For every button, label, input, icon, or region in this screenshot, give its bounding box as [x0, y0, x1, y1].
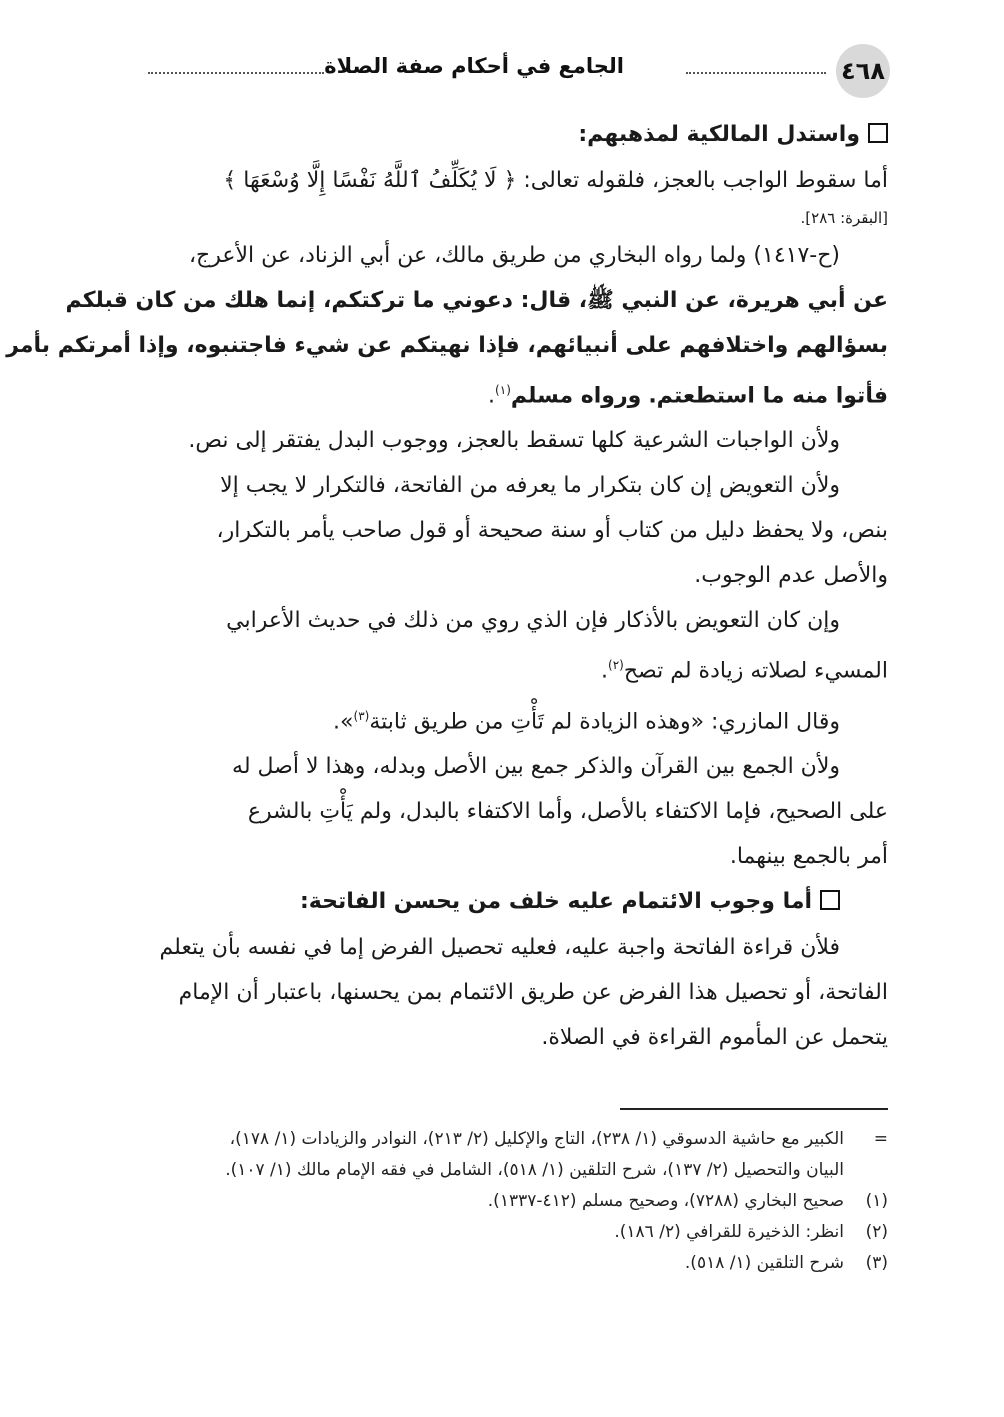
hadith-text-end: فأتوا منه ما استطعتم.	[648, 383, 888, 409]
paragraph-line: وإن كان التعويض بالأذكار فإن الذي روي من ذلك في حديث الأعرابي	[226, 608, 840, 634]
footnote-ref: (٣)	[353, 708, 370, 723]
paragraph-line: أما سقوط الواجب بالعجز، فلقوله تعالى: ﴿ لَا يُكَلِّفُ ٱللَّهُ نَفْسًا إِلَّا وُسْعَهَا ﴾	[223, 168, 888, 193]
paragraph-line: وقال المازري: «وهذه الزيادة لم تَأْتِ من طريق ثابتة$^{(٣)}$».	[333, 708, 840, 734]
hadith-text-line: فأتوا منه ما استطعتم. ورواه مسلم$^{(١)}$.	[488, 383, 888, 409]
footnote-marker: (١)	[865, 1191, 888, 1211]
paragraph-text: المسيء لصلاته زيادة لم تصح	[623, 658, 888, 684]
header-dots-left	[148, 72, 324, 74]
footnote-continuation	[140, 1124, 888, 1155]
checkbox-square-icon	[868, 123, 888, 143]
hadith-text-line: عن أبي هريرة، عن النبي ﷺ، قال: دعوني ما تركتكم، إنما هلك من كان قبلكم	[65, 288, 888, 313]
footnote-text: الكبير مع حاشية الدسوقي (١/ ٢٣٨)، التاج والإكليل (٢/ ٢١٣)، النوادر والزيادات (١/ ١٧٨)،	[229, 1129, 844, 1149]
paragraph-line: ولأن الجمع بين القرآن والذكر جمع بين الأصل وبدله، وهذا لا أصل له	[232, 753, 840, 779]
quran-reference: [البقرة: ٢٨٦].	[800, 209, 888, 227]
footnote-separator	[620, 1108, 888, 1110]
footnote-1	[140, 1186, 888, 1217]
footnote-2	[140, 1217, 888, 1248]
footnote-text: صحيح البخاري (٧٢٨٨)، وصحيح مسلم (٤١٢-١٣٣٧).	[487, 1191, 844, 1211]
footnote-text: شرح التلقين (١/ ٥١٨).	[684, 1253, 844, 1273]
hadith-source: ورواه مسلم	[510, 383, 642, 409]
section-heading-imam	[140, 879, 888, 925]
heading-text: واستدل المالكية لمذهبهم:	[578, 122, 860, 147]
footnote-text: انظر: الذخيرة للقرافي (٢/ ١٨٦).	[614, 1222, 844, 1242]
footnote-ref: (١)	[495, 383, 511, 397]
page-number: ٤٦٨	[836, 44, 890, 98]
footnotes	[140, 1124, 888, 1279]
paragraph-line: والأصل عدم الوجوب.	[694, 563, 888, 589]
main-text	[6, 112, 888, 1060]
paragraph-line: المسيء لصلاته زيادة لم تصح$^{(٢)}$.	[601, 658, 888, 684]
paragraph-line: أمر بالجمع بينهما.	[729, 843, 888, 869]
quote-text: وقال المازري: «وهذه الزيادة لم تَأْتِ من طريق ثابتة	[369, 708, 840, 734]
paragraph-line: ولأن التعويض إن كان بتكرار ما يعرفه من الفاتحة، فالتكرار لا يجب إلا	[220, 473, 840, 499]
section-heading-malikiyya	[140, 112, 888, 158]
footnote-marker: (٢)	[865, 1222, 888, 1242]
footnote-marker: =	[873, 1129, 888, 1149]
paragraph-line: فلأن قراءة الفاتحة واجبة عليه، فعليه تحصيل الفرض إما في نفسه بأن يتعلم	[159, 934, 840, 960]
hadith-intro: (ح-١٤١٧) ولما رواه البخاري من طريق مالك، عن أبي الزناد، عن الأعرج،	[188, 243, 840, 268]
paragraph-line: بنص، ولا يحفظ دليل من كتاب أو سنة صحيحة أو قول صاحب يأمر بالتكرار،	[216, 518, 888, 544]
page-header	[140, 44, 890, 96]
checkbox-square-icon	[820, 890, 840, 910]
footnote-ref: (٢)	[608, 658, 624, 673]
paragraph-line: الفاتحة، أو تحصيل هذا الفرض عن طريق الائتمام بمن يحسنها، باعتبار أن الإمام	[178, 979, 888, 1005]
paragraph-line: ولأن الواجبات الشرعية كلها تسقط بالعجز، ووجوب البدل يفتقر إلى نص.	[188, 428, 840, 454]
footnote-text: البيان والتحصيل (٢/ ١٣٧)، شرح التلقين (١/ ٥١٨)، الشامل في فقه الإمام مالك (١/ ١٠٧).	[225, 1160, 844, 1180]
footnote-marker: (٣)	[865, 1253, 888, 1273]
header-dots-right	[686, 72, 826, 74]
footnote-3	[140, 1248, 888, 1279]
paragraph-line: على الصحيح، فإما الاكتفاء بالأصل، وأما الاكتفاء بالبدل، ولم يَأْتِ بالشرع	[247, 798, 888, 824]
heading-text: أما وجوب الائتمام عليه خلف من يحسن الفاتحة:	[299, 888, 812, 914]
footnote-continuation	[140, 1155, 888, 1186]
hadith-text-line: بسؤالهم واختلافهم على أنبيائهم، فإذا نهيتكم عن شيء فاجتنبوه، وإذا أمرتكم بأمر	[6, 333, 888, 358]
paragraph-line: يتحمل عن المأموم القراءة في الصلاة.	[541, 1024, 888, 1050]
running-title: الجامع في أحكام صفة الصلاة	[324, 54, 624, 78]
